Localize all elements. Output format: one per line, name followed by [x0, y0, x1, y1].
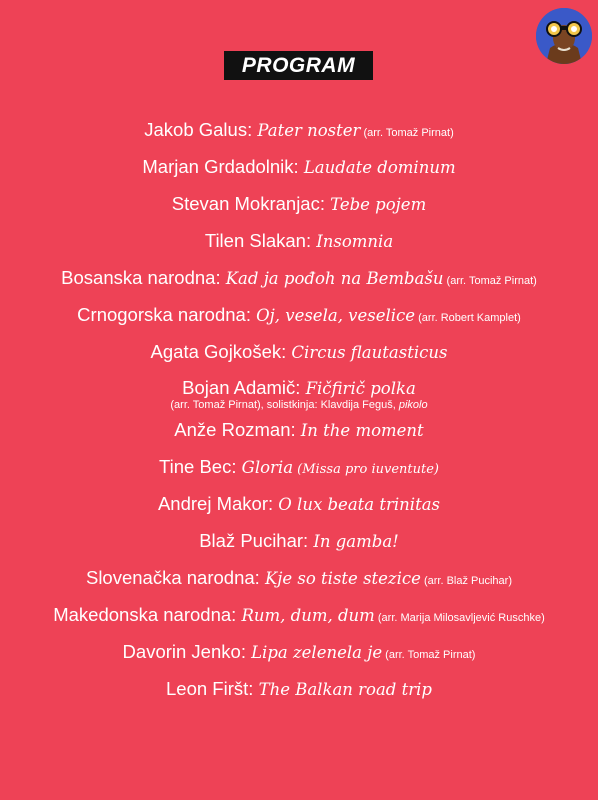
work-title: Lipa zelenela je: [251, 643, 383, 662]
composer-name: Andrej Makor: [157, 493, 268, 514]
arranger-note: (arr. Marija Milosavljević Ruschke): [374, 612, 545, 624]
work-title: Insomnia: [316, 232, 394, 251]
work-title: Circus flautasticus: [291, 343, 448, 362]
program-entry: Bojan Adamič: Fičfirič polka (arr. Tomaž Pirnat), solistkinja: Klavdija Feguš, pikolo: [0, 377, 598, 414]
arranger-note: (arr. Blaž Pucihar): [420, 575, 512, 587]
composer-name: Anže Rozman: [174, 419, 291, 440]
work-title: Gloria: [241, 458, 294, 477]
program-entry: Andrej Makor: O lux beata trinitas: [157, 493, 441, 514]
work-title: Kad ja pođoh na Bembašu: [225, 269, 444, 288]
cartoon-avatar-icon: [536, 8, 592, 64]
composer-name: Bojan Adamič: [182, 377, 296, 398]
soloist-credit: (arr. Tomaž Pirnat), solistkinja: Klavdija Feguš,: [170, 399, 399, 411]
program-entry: Crnogorska narodna: Oj, vesela, veselice (arr. Robert Kamplet): [77, 304, 521, 325]
composer-name: Tilen Slakan: [204, 230, 306, 251]
arranger-note: (arr. Tomaž Pirnat): [382, 649, 476, 661]
program-entry: Agata Gojkošek: Circus flautasticus: [150, 341, 448, 362]
program-entry: Marjan Grdadolnik: Laudate dominum: [142, 156, 456, 177]
program-entry: Blaž Pucihar: In gamba!: [199, 530, 399, 551]
work-title: Tebe pojem: [330, 195, 427, 214]
program-entry: Anže Rozman: In the moment: [174, 419, 424, 440]
program-entry: Makedonska narodna: Rum, dum, dum (arr. Marija Milosavljević Ruschke): [53, 604, 545, 625]
composer-name: Blaž Pucihar: [199, 530, 304, 551]
work-title: Kje so tiste stezice: [264, 569, 421, 588]
composer-name: Marjan Grdadolnik: [142, 156, 294, 177]
composer-name: Bosanska narodna: [61, 267, 216, 288]
program-entry: Davorin Jenko: Lipa zelenela je (arr. Tomaž Pirnat): [122, 641, 476, 662]
arranger-note: (arr. Tomaž Pirnat): [360, 127, 454, 139]
program-title-box: [224, 51, 373, 80]
program-entry: Bosanska narodna: Kad ja pođoh na Bembašu (arr. Tomaž Pirnat): [61, 267, 537, 288]
work-title: Laudate dominum: [303, 158, 456, 177]
work-title: Oj, vesela, veselice: [256, 306, 416, 325]
work-title: The Balkan road trip: [258, 680, 432, 699]
composer-name: Jakob Galus: [144, 119, 248, 140]
avatar[interactable]: [536, 8, 592, 64]
work-title: Fičfirič polka: [305, 379, 416, 398]
program-entry: Slovenačka narodna: Kje so tiste stezice (arr. Blaž Pucihar): [85, 567, 512, 588]
soloist-note: [0, 399, 598, 414]
composer-name: Tine Bec: [159, 456, 232, 477]
program-entry: Leon Firšt: The Balkan road trip: [166, 678, 432, 699]
composer-name: Stevan Mokranjac: [171, 193, 320, 214]
arranger-note: (arr. Tomaž Pirnat): [443, 275, 537, 287]
work-subtitle: (Missa pro iuventute): [293, 462, 439, 477]
composer-name: Makedonska narodna: [53, 604, 232, 625]
composer-name: Agata Gojkošek: [150, 341, 282, 362]
composer-name: Leon Firšt: [166, 678, 249, 699]
soloist-instrument: pikolo: [398, 399, 428, 411]
arranger-note: (arr. Robert Kamplet): [415, 312, 521, 324]
composer-name: Davorin Jenko: [122, 641, 241, 662]
program-entry: Jakob Galus: Pater noster (arr. Tomaž Pirnat): [144, 119, 454, 140]
composer-name: Slovenačka narodna: [85, 567, 255, 588]
work-title: Pater noster: [257, 121, 361, 140]
work-title: In gamba!: [313, 532, 399, 551]
program-title: PROGRAM: [241, 53, 356, 77]
work-title: Rum, dum, dum: [241, 606, 375, 625]
work-title: O lux beata trinitas: [278, 495, 441, 514]
program-list: [0, 114, 598, 710]
program-entry: Tilen Slakan: Insomnia: [204, 230, 394, 251]
program-entry: Stevan Mokranjac: Tebe pojem: [171, 193, 427, 214]
composer-name: Crnogorska narodna: [77, 304, 246, 325]
program-entry: Tine Bec: Gloria (Missa pro iuventute): [159, 456, 439, 477]
work-title: In the moment: [300, 421, 424, 440]
